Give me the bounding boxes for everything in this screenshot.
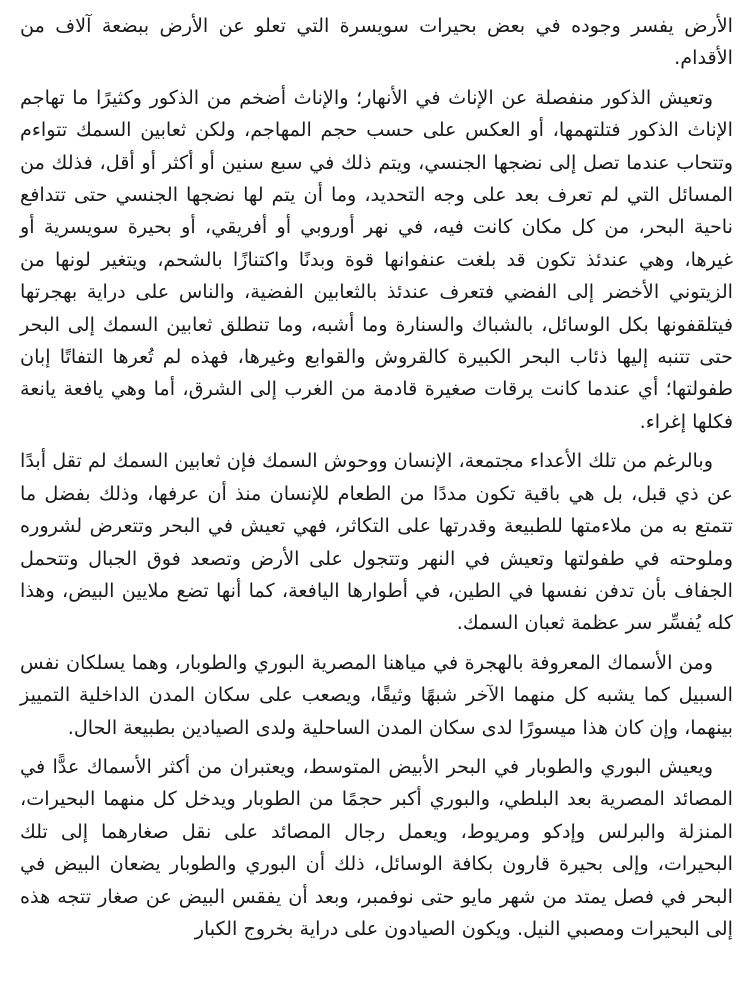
paragraph-3: وبالرغم من تلك الأعداء مجتمعة، الإنسان ووحوش السمك فإن ثعابين السمك لم تقل أبدًا عن ذي قبل، بل هي باقية تكون مددًا من الطعام للإنسان منذ أن عرفها، وذلك بفضل ما تتمتع به من ملاءمتها للطبيعة وقدرتها على التكاثر، فهي تعيش في البحر وتتعرض لشروره وملوحته في طفولتها وتعيش في النهر وتتجول على الأرض وتصعد فوق الجبال وتتحمل الجفاف بأن تدفن نفسها في الطين، في أطوارها اليافعة، كما أنها تضع ملايين البيض، وهذا كله يُفسِّر سر عظمة ثعبان السمك. (20, 449, 733, 635)
paragraph-1: الأرض يفسر وجوده في بعض بحيرات سويسرة التي تعلو عن الأرض ببضعة آلاف من الأقدام. (20, 14, 733, 70)
paragraph-2: وتعيش الذكور منفصلة عن الإناث في الأنهار؛ والإناث أضخم من الذكور وكثيرًا ما تهاجم الإناث الذكور فتلتهمها، أو العكس على حسب حجم المهاجم، ولكن ثعابين السمك تتواءم وتتحاب عندما تصل إلى نضجها الجنسي، ويتم ذلك في سبع سنين أو أكثر أو أقل، فذلك من المسائل التي لم تعرف بعد على وجه التحديد، وما أن يتم لها نضجها الجنسي حتى تتدافع ناحية البحر، من كل مكان كانت فيه، في نهر أوروبي أو أفريقي، أو بحيرة سويسرية أو غيرها، وهي عندئذ تكون قد بلغت عنفوانها قوة وبدنًا واكتنازًا بالشحم، ويتغير لونها من الزيتوني الأخضر إلى الفضي فتعرف عندئذ بالثعابين الفضية، والناس على دراية بهجرتها فيتلقفونها بكل الوسائل، بالشباك والسنارة وما أشبه، وما تنطلق ثعابين السمك إلى البحر حتى تتنبه إليها ذئاب البحر الكبيرة كالقروش والقوابع وغيرها، فهذه لم تُعرها التفاتًا إبان طفولتها؛ أي عندما كانت يرقات صغيرة قادمة من الغرب إلى الشرق، أما وهي يافعة يانعة فكلها إغراء. (20, 85, 733, 433)
paragraph-5: ويعيش البوري والطوبار في البحر الأبيض المتوسط، ويعتبران من أكثر الأسماك عدًّا في المصائد المصرية بعد البلطي، والبوري أكبر حجمًا من الطوبار ويدخل كل منهما البحيرات، المنزلة والبرلس وإدكو ومريوط، ويعمل رجال المصائد على نقل صغارهما إلى تلك البحيرات، وإلى بحيرة قارون بكافة الوسائل، ذلك أن البوري والطوبار يضعان البيض في البحر في فصل يمتد من شهر مايو حتى نوفمبر، وبعد أن يفقس البيض عن صغار تتجه هذه إلى البحيرات ومصبي النيل. ويكون الصيادون على دراية بخروج الكبار (20, 754, 733, 940)
paragraph-4: ومن الأسماك المعروفة بالهجرة في مياهنا المصرية البوري والطوبار، وهما يسلكان نفس السبيل كما يشبه كل منهما الآخر شبهًا وثيقًا، ويصعب على سكان المدن الداخلية التمييز بينهما، وإن كان هذا ميسورًا لدى سكان المدن الساحلية ولدى الصيادين بطبيعة الحال. (20, 650, 733, 739)
